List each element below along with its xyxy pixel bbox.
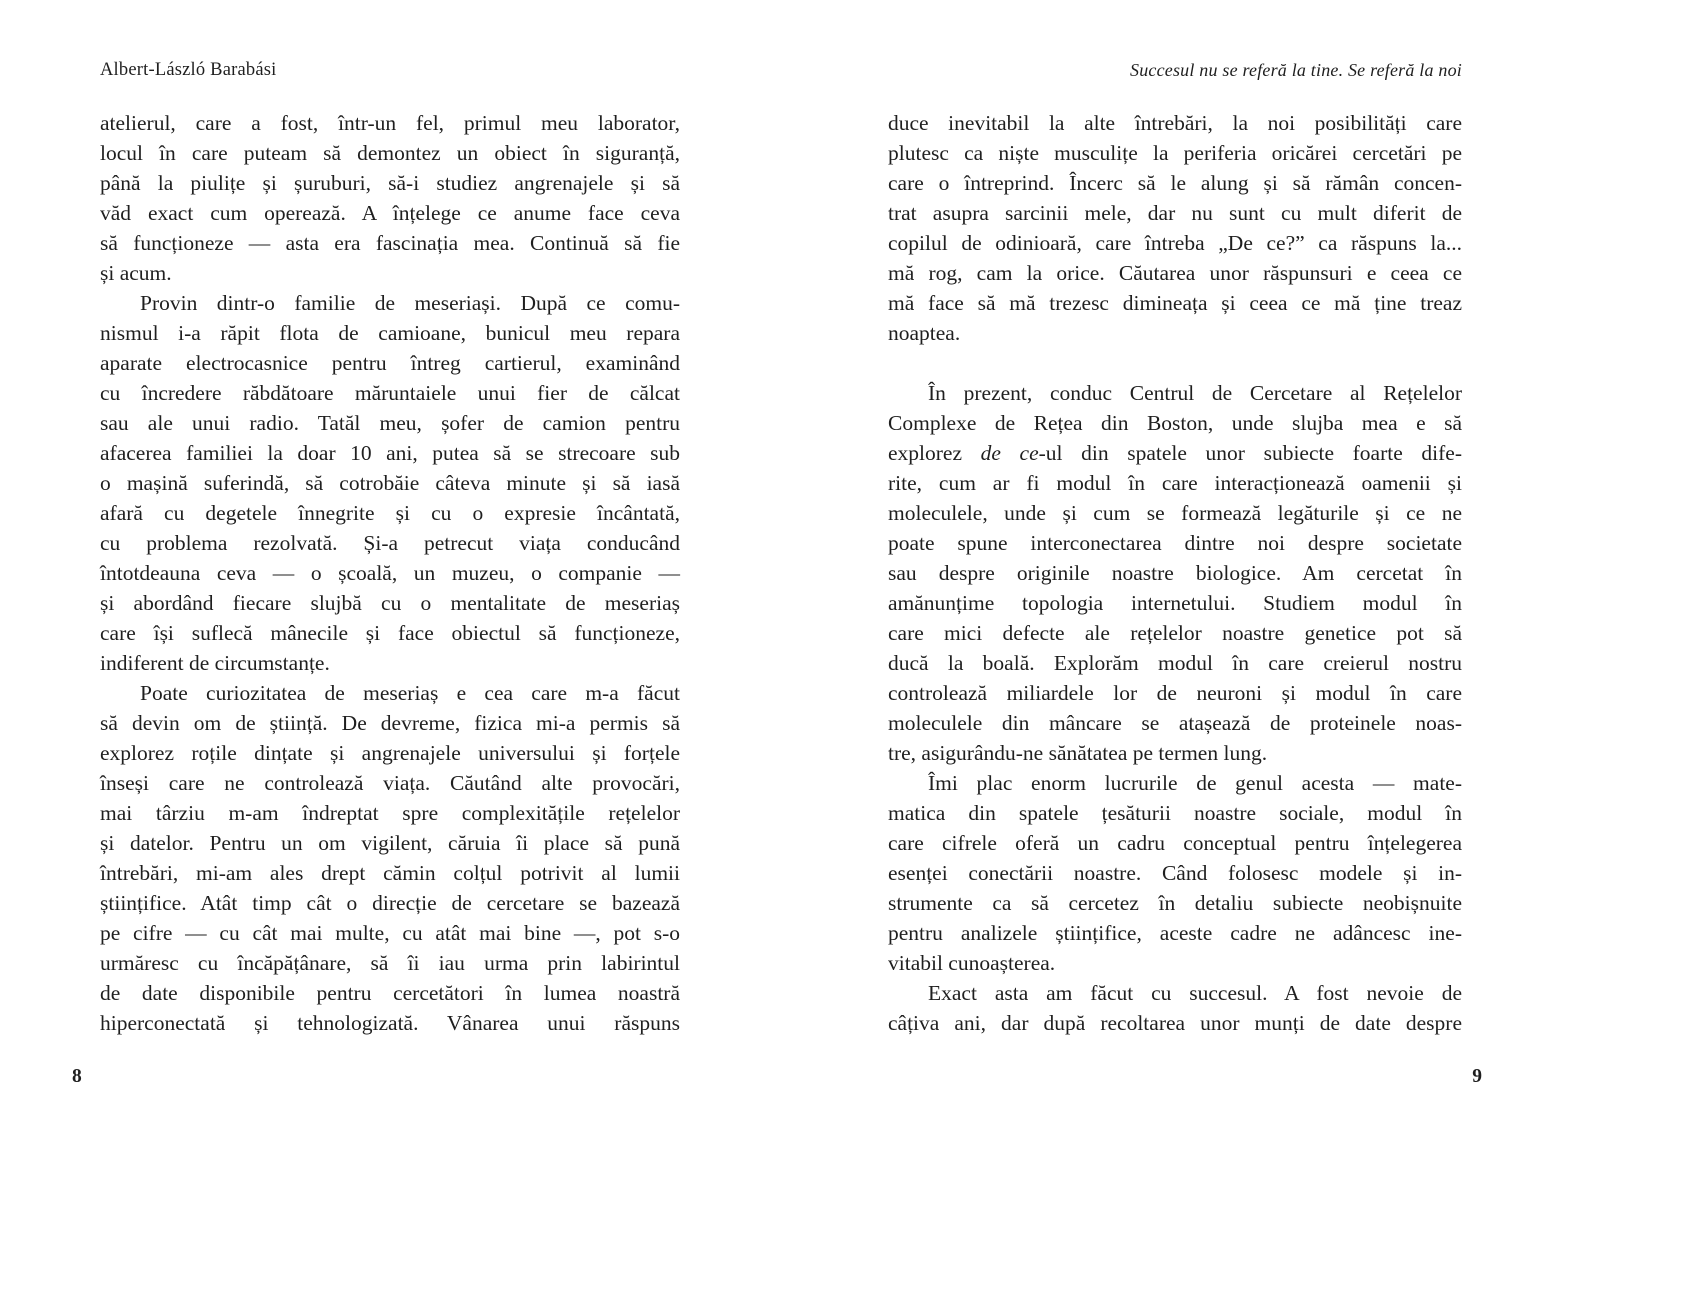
text-line: noaptea.	[888, 321, 961, 345]
text-line: și datelor. Pentru un om vigilent, căruia îi place să pună	[100, 831, 680, 855]
text-line: pentru analizele științifice, aceste cadre ne adâncesc ine-	[888, 921, 1462, 945]
running-header-book-title: Succesul nu se referă la tine. Se referă la noi	[1130, 60, 1462, 80]
text-line: explorez roțile dințate și angrenajele universului și forțele	[100, 741, 680, 765]
text-line: care își suflecă mânecile și face obiectul să funcționeze,	[100, 621, 680, 645]
paragraph	[100, 678, 680, 1038]
text-line: strumente ca să cercetez în detaliu subiecte neobișnuite	[888, 891, 1462, 915]
page-right-body	[888, 108, 1462, 1038]
text-line: văd exact cum operează. A înțelege ce anume face ceva	[100, 201, 680, 225]
text-line: pe cifre — cu cât mai multe, cu atât mai bine —, pot s-o	[100, 921, 680, 945]
text-line: și abordând fiecare slujbă cu o mentalitate de meseriaș	[100, 591, 680, 615]
page-left-body	[100, 108, 680, 1038]
text-line: mai târziu m-am îndreptat spre complexitățile rețelelor	[100, 801, 680, 825]
text-line: și acum.	[100, 261, 172, 285]
text-line: moleculele din mâncare se atașează de proteinele noas-	[888, 711, 1462, 735]
text-line: până la piulițe și șuruburi, să-i studiez angrenajele și să	[100, 171, 680, 195]
text-line: trat asupra sarcinii mele, dar nu sunt cu mult diferit de	[888, 201, 1462, 225]
text-line: poate spune interconectarea dintre noi despre societate	[888, 531, 1462, 555]
paragraph	[888, 378, 1462, 768]
text-line: Provin dintr-o familie de meseriași. După ce comu-	[140, 291, 680, 315]
text-line: întrebări, mi-am ales drept cămin colțul potrivit al lumii	[100, 861, 680, 885]
text-line: Exact asta am făcut cu succesul. A fost nevoie de	[928, 981, 1462, 1005]
text-line: aparate electrocasnice pentru întreg cartierul, examinând	[100, 351, 680, 375]
text-line: câțiva ani, dar după recoltarea unor munți de date despre	[888, 1011, 1462, 1035]
text-line: amănunțime topologia internetului. Studiem modul în	[888, 591, 1462, 615]
text-line: copilul de odinioară, care întreba „De ce?” ca răspuns la...	[888, 231, 1462, 255]
page-number-right: 9	[1472, 1066, 1482, 1087]
text-line: întotdeauna ceva — o școală, un muzeu, o companie —	[100, 561, 680, 585]
text-line: științifice. Atât timp cât o direcție de cercetare se bazează	[100, 891, 680, 915]
text-line: o mașină suferindă, să cotrobăie câteva minute și să iasă	[100, 471, 680, 495]
page-number-left: 8	[72, 1066, 82, 1087]
text-line: ducă la boală. Explorăm modul în care creierul nostru	[888, 651, 1462, 675]
text-line: care cifrele oferă un cadru conceptual pentru înțelegerea	[888, 831, 1462, 855]
text-line: Poate curiozitatea de meseriaș e cea care m-a făcut	[140, 681, 680, 705]
text-line: care mici defecte ale rețelelor noastre genetice pot să	[888, 621, 1462, 645]
text-line: afacerea familiei la doar 10 ani, putea să se strecoare sub	[100, 441, 680, 465]
text-line: urmăresc cu încăpățânare, să îi iau urma prin labirintul	[100, 951, 680, 975]
text-line: să devin om de știință. De devreme, fizica mi-a permis să	[100, 711, 680, 735]
text-line: înseși care ne controlează viața. Căutând alte provocări,	[100, 771, 680, 795]
text-line: sau despre originile noastre biologice. Am cercetat în	[888, 561, 1462, 585]
text-line: sau ale unui radio. Tatăl meu, șofer de camion pentru	[100, 411, 680, 435]
text-line: vitabil cunoașterea.	[888, 951, 1056, 975]
text-line: Complexe de Rețea din Boston, unde slujba mea e să	[888, 411, 1462, 435]
text-line: matica din spatele țesăturii noastre sociale, modul în	[888, 801, 1462, 825]
text-line: rite, cum ar fi modul în care interacționează oamenii și	[888, 471, 1462, 495]
text-line: controlează miliardele lor de neuroni și modul în care	[888, 681, 1462, 705]
text-line: mă face să mă trezesc dimineața și ceea ce mă ține treaz	[888, 291, 1462, 315]
text-line: moleculele, unde și cum se formează legăturile și ce ne	[888, 501, 1462, 525]
text-line: hiperconectată și tehnologizată. Vânarea unui răspuns	[100, 1011, 680, 1035]
text-line: cu încredere răbdătoare măruntaiele unui fier de călcat	[100, 381, 680, 405]
text-line: explorez de ce-ul din spatele unor subiecte foarte dife-	[888, 441, 1462, 465]
text-line: indiferent de circumstanțe.	[100, 651, 330, 675]
text-line: tre, asigurându-ne sănătatea pe termen lung.	[888, 741, 1268, 765]
text-line: Îmi plac enorm lucrurile de genul acesta — mate-	[928, 771, 1462, 795]
text-line: locul în care puteam să demontez un obiect în siguranță,	[100, 141, 680, 165]
text-line: În prezent, conduc Centrul de Cercetare al Rețelelor	[928, 381, 1462, 405]
paragraph	[888, 768, 1462, 978]
text-line: duce inevitabil la alte întrebări, la noi posibilități care	[888, 111, 1462, 135]
text-line: atelierul, care a fost, într-un fel, primul meu laborator,	[100, 111, 680, 135]
paragraph	[888, 978, 1462, 1038]
text-line: cu problema rezolvată. Și-a petrecut viața conducând	[100, 531, 680, 555]
paragraph	[100, 288, 680, 678]
text-line: mă rog, cam la orice. Căutarea unor răspunsuri e ceea ce	[888, 261, 1462, 285]
paragraph	[888, 108, 1462, 348]
paragraph	[100, 108, 680, 288]
text-line: care o întreprind. Încerc să le alung și să rămân concen-	[888, 171, 1462, 195]
text-line: afară cu degetele înnegrite și cu o expresie încântată,	[100, 501, 680, 525]
running-header-author: Albert-László Barabási	[100, 60, 277, 80]
text-line: de date disponibile pentru cercetători în lumea noastră	[100, 981, 680, 1005]
text-line: să funcționeze — asta era fascinația mea. Continuă să fie	[100, 231, 680, 255]
text-line: plutesc ca niște musculițe la periferia oricărei cercetări pe	[888, 141, 1462, 165]
text-line: nismul i-a răpit flota de camioane, bunicul meu repara	[100, 321, 680, 345]
text-line: esenței conectării noastre. Când folosesc modele și in-	[888, 861, 1462, 885]
